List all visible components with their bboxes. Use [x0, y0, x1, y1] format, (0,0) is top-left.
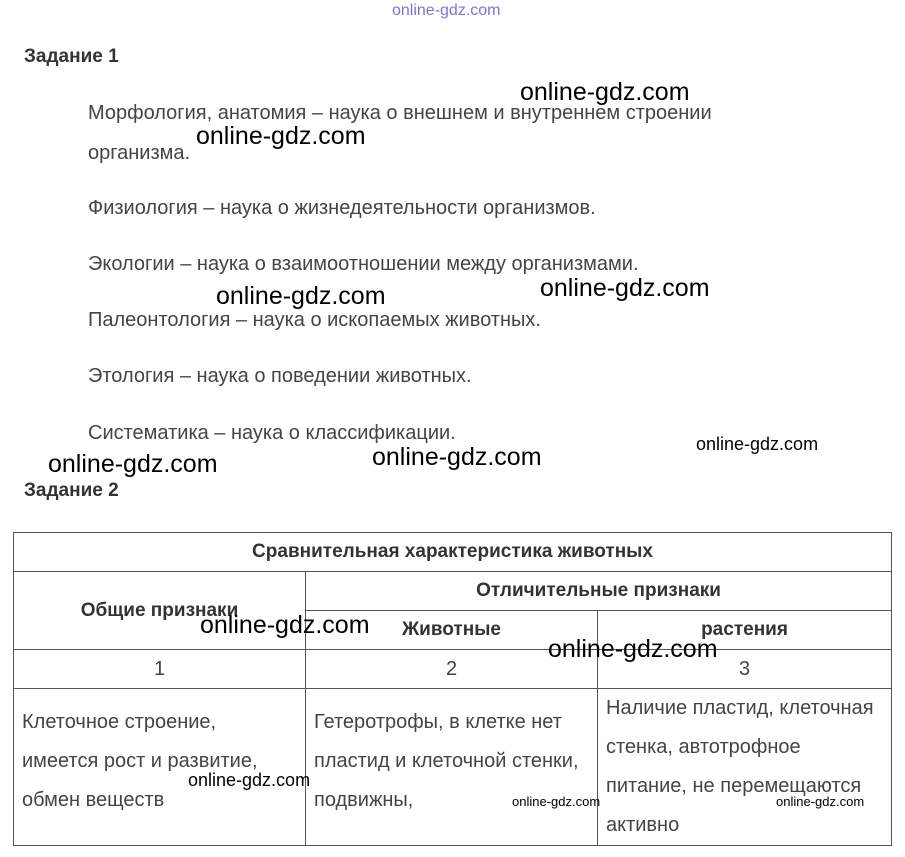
table-header-row — [14, 572, 892, 611]
watermark: online-gdz.com — [216, 282, 386, 310]
watermark: online-gdz.com — [200, 611, 370, 639]
task1-item-ecology: Экологии – наука о взаимоотношении между организмами. — [88, 253, 639, 275]
table-caption: Сравнительная характеристика животных — [14, 533, 892, 572]
watermark-top: online-gdz.com — [392, 2, 501, 19]
header-common-features: Общие признаки — [14, 572, 306, 650]
watermark: online-gdz.com — [520, 78, 690, 106]
column-number-3: 3 — [598, 650, 892, 689]
watermark: online-gdz.com — [48, 450, 218, 478]
table-number-row — [14, 650, 892, 689]
comparison-table — [13, 532, 892, 846]
task1-item-ethology: Этология – наука о поведении животных. — [88, 365, 472, 387]
column-number-1: 1 — [14, 650, 306, 689]
task2-title: Задание 2 — [24, 480, 119, 501]
cell-plants-features: Наличие пластид, клеточная стенка, автотрофное питание, не перемещаются активно — [598, 689, 892, 846]
header-animals: Животные — [306, 611, 598, 650]
cell-common-features: Клеточное строение, имеется рост и развитие, обмен веществ — [14, 689, 306, 846]
watermark: online-gdz.com — [188, 770, 311, 790]
table-caption-row — [14, 533, 892, 572]
watermark: online-gdz.com — [196, 122, 366, 150]
task1-item-systematics: Систематика – наука о классификации. — [88, 422, 456, 444]
watermark: online-gdz.com — [696, 434, 819, 454]
task1-item-morphology: Морфология, анатомия – наука о внешнем и внутреннем строении организма. — [88, 102, 712, 164]
task1-item-paleontology: Палеонтология – наука о ископаемых животных. — [88, 309, 541, 331]
watermark: online-gdz.com — [372, 443, 542, 471]
watermark: online-gdz.com — [776, 794, 865, 809]
header-distinctive-features: Отличительные признаки — [306, 572, 892, 611]
table-row — [14, 689, 892, 846]
header-plants: растения — [598, 611, 892, 650]
watermark: online-gdz.com — [512, 794, 601, 809]
cell-animals-features: Гетеротрофы, в клетке нет пластид и клеточной стенки, подвижны, — [306, 689, 598, 846]
watermark: online-gdz.com — [540, 274, 710, 302]
task1-title: Задание 1 — [24, 46, 119, 67]
column-number-2: 2 — [306, 650, 598, 689]
watermark: online-gdz.com — [548, 635, 718, 663]
task1-item-physiology: Физиология – наука о жизнедеятельности организмов. — [88, 197, 596, 219]
